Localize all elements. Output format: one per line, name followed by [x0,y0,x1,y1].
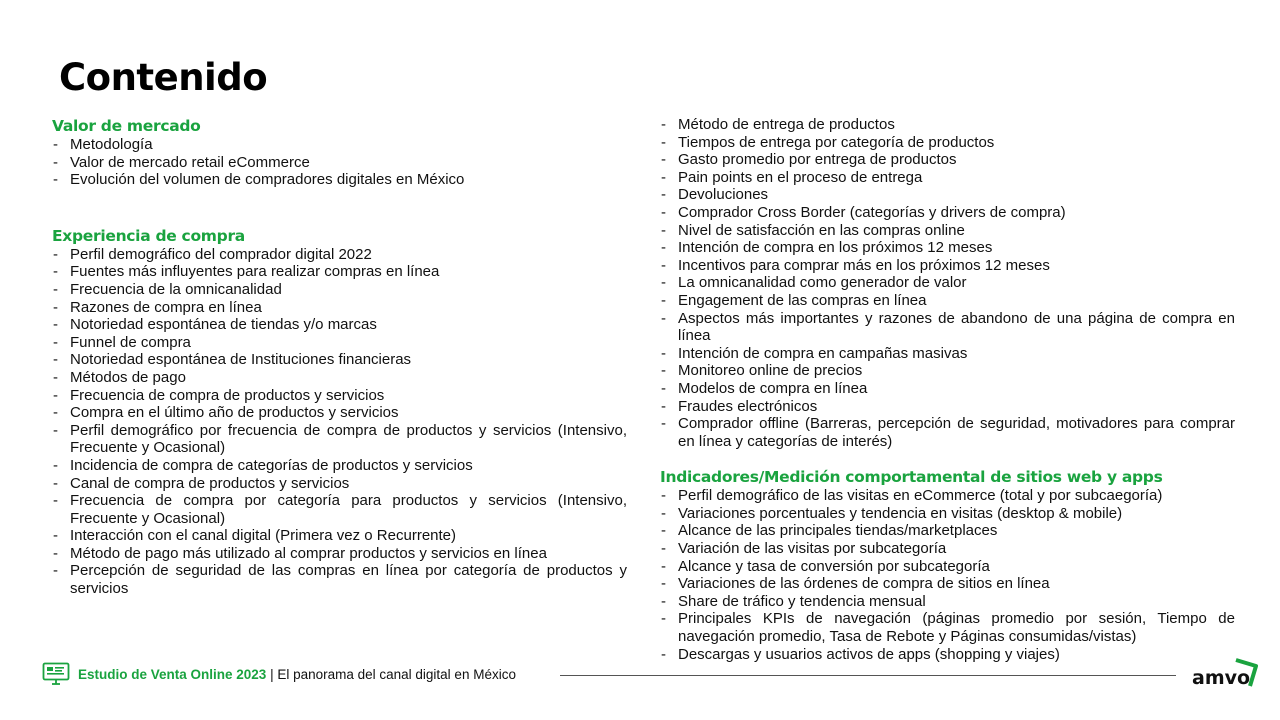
list-item: - Alcance y tasa de conversión por subcategoría [660,558,1235,576]
list-item: - Variación de las visitas por subcategoría [660,540,1235,558]
list-item: - La omnicanalidad como generador de valor [660,274,1235,292]
list-item: - Variaciones de las órdenes de compra de sitios en línea [660,575,1235,593]
list-item: - Fuentes más influyentes para realizar compras en línea [52,263,627,281]
list-item: - Perfil demográfico de las visitas en eCommerce (total y por subcaegoría) [660,487,1235,505]
footer-brand: Estudio de Venta Online 2023 [78,667,267,682]
list-item: - Metodología [52,136,627,154]
list-item: - Frecuencia de la omnicanalidad [52,281,627,299]
list-item: - Intención de compra en campañas masivas [660,345,1235,363]
list-item: - Frecuencia de compra de productos y servicios [52,387,627,405]
list-item: - Interacción con el canal digital (Primera vez o Recurrente) [52,527,627,545]
page-title: Contenido [59,56,268,99]
list-item: - Percepción de seguridad de las compras en línea por categoría de productos y servicios [52,562,627,597]
list-item: - Alcance de las principales tiendas/marketplaces [660,522,1235,540]
list-item: - Valor de mercado retail eCommerce [52,154,627,172]
list-item: - Nivel de satisfacción en las compras online [660,222,1235,240]
list-item: - Aspectos más importantes y razones de abandono de una página de compra en línea [660,310,1235,345]
list-item: - Fraudes electrónicos [660,398,1235,416]
logo-text: amvo [1192,667,1251,689]
list-item: - Perfil demográfico por frecuencia de compra de productos y servicios (Intensivo, Frecuente y Ocasional) [52,422,627,457]
list-item: - Notoriedad espontánea de Instituciones financieras [52,351,627,369]
section-heading-experiencia-compra: Experiencia de compra [52,226,245,245]
list-item: - Incidencia de compra de categorías de productos y servicios [52,457,627,475]
list-item: - Funnel de compra [52,334,627,352]
list-item: - Descargas y usuarios activos de apps (shopping y viajes) [660,646,1235,664]
list-item: - Gasto promedio por entrega de productos [660,151,1235,169]
right-column [660,116,1235,663]
list-item: - Compra en el último año de productos y servicios [52,404,627,422]
footer [42,660,1262,700]
list-item: - Modelos de compra en línea [660,380,1235,398]
footer-divider [560,675,1176,676]
section-heading-valor-mercado: Valor de mercado [52,117,201,135]
list-item: - Método de entrega de productos [660,116,1235,134]
footer-text [78,667,516,682]
list-item: - Engagement de las compras en línea [660,292,1235,310]
footer-separator: | [266,667,278,682]
list-item: - Devoluciones [660,186,1235,204]
list-item: - Principales KPIs de navegación (páginas promedio por sesión, Tiempo de navegación promedio, Tasa de Rebote y Páginas consumidas/vistas) [660,610,1235,645]
footer-subtitle: El panorama del canal digital en México [277,667,516,682]
left-column [52,117,627,598]
list-item: - Canal de compra de productos y servicios [52,475,627,493]
list-item: - Perfil demográfico del comprador digital 2022 [52,246,627,264]
list-experiencia-compra-continued [660,116,1235,450]
list-item: - Variaciones porcentuales y tendencia en visitas (desktop & mobile) [660,505,1235,523]
list-valor-mercado [52,136,627,189]
list-item: - Incentivos para comprar más en los próximos 12 meses [660,257,1235,275]
list-item: - Pain points en el proceso de entrega [660,169,1235,187]
list-item: - Monitoreo online de precios [660,362,1235,380]
list-item: - Método de pago más utilizado al comprar productos y servicios en línea [52,545,627,563]
list-item: - Share de tráfico y tendencia mensual [660,593,1235,611]
list-item: - Notoriedad espontánea de tiendas y/o marcas [52,316,627,334]
list-item: - Intención de compra en los próximos 12 meses [660,239,1235,257]
list-item: - Evolución del volumen de compradores digitales en México [52,171,627,189]
section-heading-indicadores: Indicadores/Medición comportamental de sitios web y apps [660,468,1163,487]
list-item: - Tiempos de entrega por categoría de productos [660,134,1235,152]
list-experiencia-compra [52,246,627,598]
list-indicadores [660,487,1235,663]
list-item: - Métodos de pago [52,369,627,387]
monitor-icon [42,662,70,686]
list-item: - Comprador Cross Border (categorías y drivers de compra) [660,204,1235,222]
list-item: - Comprador offline (Barreras, percepción de seguridad, motivadores para comprar en línea y categorías de interés) [660,415,1235,450]
list-item: - Razones de compra en línea [52,299,627,317]
amvo-logo [1190,656,1262,696]
list-item: - Frecuencia de compra por categoría para productos y servicios (Intensivo, Frecuente y Ocasional) [52,492,627,527]
